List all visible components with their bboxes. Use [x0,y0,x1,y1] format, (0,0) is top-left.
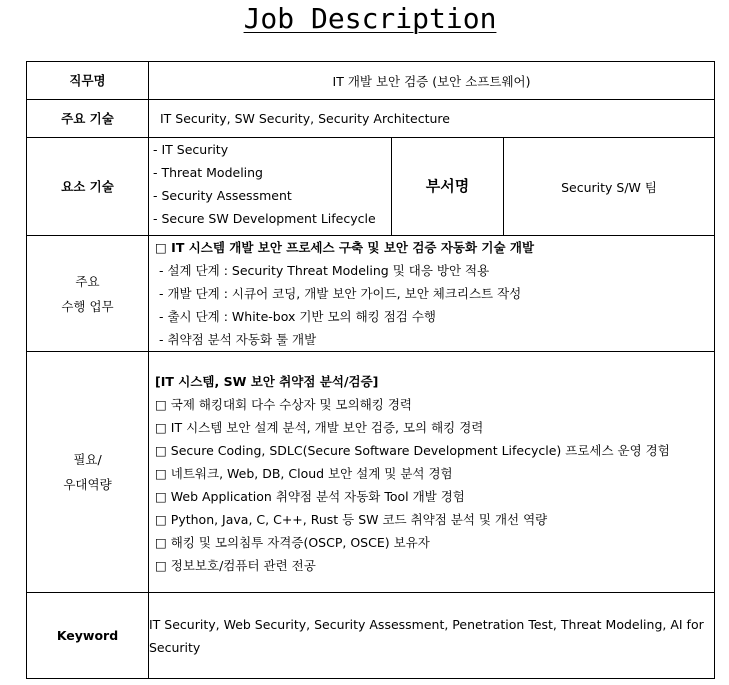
keyword-label: Keyword [27,593,149,679]
qualifications-item: □ IT 시스템 보안 설계 분석, 개발 보안 검증, 모의 해킹 경력 [155,420,484,435]
page-title: Job Description [243,2,497,35]
qualifications-label-line2: 우대역량 [63,477,112,492]
qualifications-item: □ 네트워크, Web, DB, Cloud 보안 설계 및 분석 경험 [155,466,453,481]
duties-content [149,236,715,352]
duties-item: - 출시 단계 : White-box 기반 모의 해킹 점검 수행 [159,309,436,324]
row-job-title [27,62,715,100]
job-title-value: IT 개발 보안 검증 (보안 소프트웨어) [149,62,715,100]
row-qualifications [27,352,715,593]
key-tech-label: 주요 기술 [27,100,149,138]
row-element-tech [27,138,715,236]
department-value: Security S/W 팀 [504,138,715,236]
qualifications-item: □ 정보보호/컴퓨터 관련 전공 [155,558,316,573]
row-duties [27,236,715,352]
job-description-table [26,61,715,679]
department-label: 부서명 [392,138,504,236]
element-tech-item: - IT Security [153,142,229,157]
row-keyword [27,593,715,679]
qualifications-item: □ Secure Coding, SDLC(Secure Software Development Lifecycle) 프로세스 운영 경험 [155,443,670,458]
element-tech-item: - Threat Modeling [153,165,263,180]
duties-label-line2: 수행 업무 [61,298,114,314]
duties-headline: □ IT 시스템 개발 보안 프로세스 구축 및 보안 검증 자동화 기술 개발 [155,240,535,255]
element-tech-item: - Security Assessment [153,188,292,203]
duties-item: - 설계 단계 : Security Threat Modeling 및 대응 방안 적용 [159,263,490,278]
qualifications-label [27,352,149,593]
row-key-tech [27,100,715,138]
qualifications-item: □ Web Application 취약점 분석 자동화 Tool 개발 경험 [155,489,465,504]
element-tech-list [149,138,392,236]
duties-label [27,236,149,352]
duties-item: - 개발 단계 : 시큐어 코딩, 개발 보안 가이드, 보안 체크리스트 작성 [159,286,522,301]
qualifications-headline: [IT 시스템, SW 보안 취약점 분석/검증] [155,374,379,389]
qualifications-item: □ 해킹 및 모의침투 자격증(OSCP, OSCE) 보유자 [155,535,430,550]
qualifications-content [149,352,715,593]
key-tech-value: IT Security, SW Security, Security Architecture [149,100,715,138]
duties-item: - 취약점 분석 자동화 툴 개발 [159,332,317,347]
qualifications-label-line1: 필요/ [73,452,102,467]
duties-label-line1: 주요 [75,273,100,289]
qualifications-item: □ Python, Java, C, C++, Rust 등 SW 코드 취약점 분석 및 개선 역량 [155,512,548,527]
element-tech-label: 요소 기술 [27,138,149,236]
element-tech-item: - Secure SW Development Lifecycle [153,211,376,226]
keyword-value: IT Security, Web Security, Security Assessment, Penetration Test, Threat Modeling, AI for Security [149,593,715,679]
job-title-label: 직무명 [27,62,149,100]
qualifications-item: □ 국제 해킹대회 다수 수상자 및 모의해킹 경력 [155,397,412,412]
